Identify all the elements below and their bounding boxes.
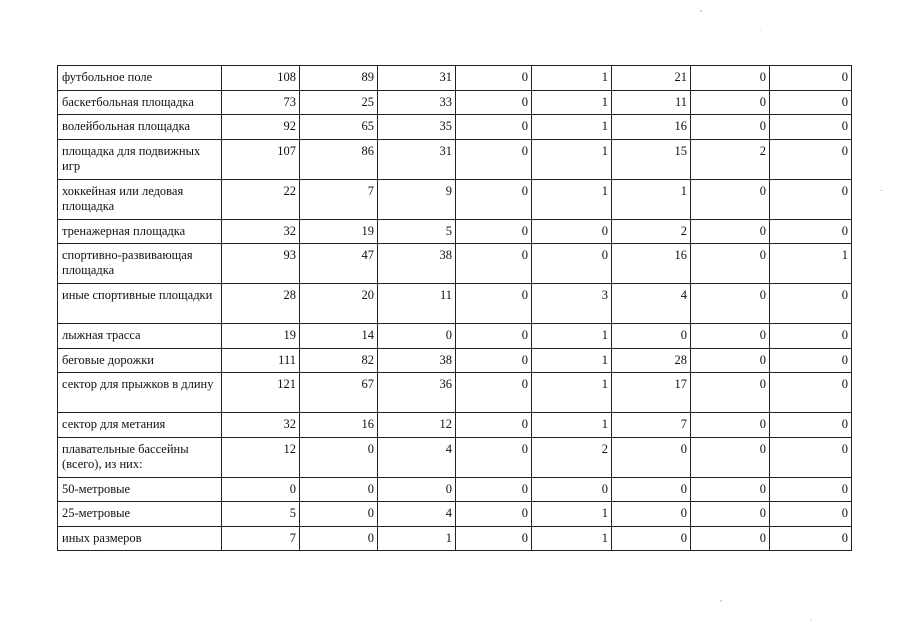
scan-speck (810, 620, 812, 621)
cell-value: 0 (456, 244, 532, 284)
cell-value: 0 (691, 115, 770, 140)
cell-value: 2 (612, 219, 691, 244)
cell-value: 20 (300, 284, 378, 324)
cell-value: 15 (612, 139, 691, 179)
cell-value: 17 (612, 373, 691, 413)
table-row (58, 477, 852, 502)
cell-value: 108 (222, 66, 300, 91)
cell-value: 3 (532, 284, 612, 324)
cell-value: 0 (691, 179, 770, 219)
row-label: площадка для подвижных игр (58, 139, 222, 179)
cell-value: 9 (378, 179, 456, 219)
cell-value: 36 (378, 373, 456, 413)
cell-value: 0 (456, 526, 532, 551)
cell-value: 0 (691, 477, 770, 502)
cell-value: 0 (456, 90, 532, 115)
cell-value: 0 (770, 502, 852, 527)
cell-value: 0 (612, 477, 691, 502)
cell-value: 0 (770, 179, 852, 219)
cell-value: 14 (300, 324, 378, 349)
cell-value: 0 (691, 284, 770, 324)
cell-value: 0 (456, 477, 532, 502)
cell-value: 1 (532, 66, 612, 91)
table-row (58, 66, 852, 91)
cell-value: 0 (456, 284, 532, 324)
scan-speck (880, 190, 883, 191)
cell-value: 0 (612, 324, 691, 349)
cell-value: 82 (300, 348, 378, 373)
cell-value: 0 (770, 90, 852, 115)
cell-value: 7 (222, 526, 300, 551)
cell-value: 0 (770, 219, 852, 244)
cell-value: 35 (378, 115, 456, 140)
row-label: сектор для прыжков в длину (58, 373, 222, 413)
row-label: иных размеров (58, 526, 222, 551)
cell-value: 0 (691, 413, 770, 438)
table-row (58, 115, 852, 140)
cell-value: 0 (456, 179, 532, 219)
table-row (58, 373, 852, 413)
cell-value: 0 (691, 244, 770, 284)
cell-value: 5 (378, 219, 456, 244)
cell-value: 0 (300, 502, 378, 527)
cell-value: 31 (378, 66, 456, 91)
cell-value: 1 (532, 413, 612, 438)
table-row (58, 413, 852, 438)
row-label: лыжная трасса (58, 324, 222, 349)
row-label: беговые дорожки (58, 348, 222, 373)
cell-value: 31 (378, 139, 456, 179)
cell-value: 2 (691, 139, 770, 179)
cell-value: 0 (770, 477, 852, 502)
cell-value: 12 (222, 437, 300, 477)
cell-value: 32 (222, 219, 300, 244)
cell-value: 1 (532, 115, 612, 140)
cell-value: 0 (456, 413, 532, 438)
cell-value: 0 (770, 284, 852, 324)
cell-value: 1 (378, 526, 456, 551)
cell-value: 0 (456, 437, 532, 477)
cell-value: 0 (612, 502, 691, 527)
cell-value: 73 (222, 90, 300, 115)
cell-value: 7 (612, 413, 691, 438)
cell-value: 89 (300, 66, 378, 91)
table-row (58, 139, 852, 179)
cell-value: 11 (378, 284, 456, 324)
cell-value: 5 (222, 502, 300, 527)
cell-value: 12 (378, 413, 456, 438)
row-label: плавательные бассейны (всего), из них: (58, 437, 222, 477)
cell-value: 0 (378, 324, 456, 349)
table-row (58, 502, 852, 527)
cell-value: 0 (770, 526, 852, 551)
cell-value: 2 (532, 437, 612, 477)
table-row (58, 179, 852, 219)
cell-value: 19 (300, 219, 378, 244)
cell-value: 121 (222, 373, 300, 413)
cell-value: 67 (300, 373, 378, 413)
cell-value: 0 (456, 139, 532, 179)
row-label: тренажерная площадка (58, 219, 222, 244)
cell-value: 0 (770, 413, 852, 438)
cell-value: 0 (456, 115, 532, 140)
cell-value: 0 (300, 477, 378, 502)
cell-value: 1 (532, 502, 612, 527)
cell-value: 1 (532, 90, 612, 115)
cell-value: 0 (456, 373, 532, 413)
cell-value: 0 (300, 526, 378, 551)
cell-value: 38 (378, 348, 456, 373)
table-row (58, 348, 852, 373)
cell-value: 0 (770, 324, 852, 349)
cell-value: 0 (691, 502, 770, 527)
cell-value: 4 (378, 502, 456, 527)
cell-value: 1 (532, 373, 612, 413)
cell-value: 0 (691, 373, 770, 413)
cell-value: 1 (532, 348, 612, 373)
facilities-table (57, 65, 852, 551)
cell-value: 0 (770, 437, 852, 477)
cell-value: 0 (456, 219, 532, 244)
cell-value: 0 (770, 139, 852, 179)
cell-value: 111 (222, 348, 300, 373)
cell-value: 0 (612, 526, 691, 551)
row-label: футбольное поле (58, 66, 222, 91)
cell-value: 0 (222, 477, 300, 502)
cell-value: 0 (300, 437, 378, 477)
cell-value: 65 (300, 115, 378, 140)
cell-value: 0 (532, 477, 612, 502)
table-row (58, 219, 852, 244)
cell-value: 0 (456, 502, 532, 527)
row-label: сектор для метания (58, 413, 222, 438)
cell-value: 1 (770, 244, 852, 284)
cell-value: 19 (222, 324, 300, 349)
cell-value: 0 (456, 324, 532, 349)
table-body (58, 66, 852, 551)
cell-value: 0 (532, 219, 612, 244)
cell-value: 16 (300, 413, 378, 438)
scan-speck (720, 600, 722, 602)
cell-value: 0 (691, 324, 770, 349)
row-label: 25-метровые (58, 502, 222, 527)
cell-value: 86 (300, 139, 378, 179)
cell-value: 0 (691, 526, 770, 551)
cell-value: 22 (222, 179, 300, 219)
cell-value: 0 (770, 66, 852, 91)
cell-value: 0 (691, 66, 770, 91)
cell-value: 0 (378, 477, 456, 502)
table-row (58, 437, 852, 477)
cell-value: 16 (612, 115, 691, 140)
cell-value: 92 (222, 115, 300, 140)
cell-value: 1 (612, 179, 691, 219)
cell-value: 33 (378, 90, 456, 115)
cell-value: 0 (532, 244, 612, 284)
cell-value: 28 (612, 348, 691, 373)
cell-value: 0 (456, 66, 532, 91)
cell-value: 38 (378, 244, 456, 284)
cell-value: 0 (770, 373, 852, 413)
row-label: спортивно-развивающая площадка (58, 244, 222, 284)
row-label: хоккейная или ледовая площадка (58, 179, 222, 219)
scan-speck (700, 10, 702, 12)
table-row (58, 284, 852, 324)
cell-value: 16 (612, 244, 691, 284)
cell-value: 28 (222, 284, 300, 324)
cell-value: 1 (532, 324, 612, 349)
cell-value: 93 (222, 244, 300, 284)
cell-value: 0 (612, 437, 691, 477)
cell-value: 1 (532, 139, 612, 179)
scan-speck (760, 30, 761, 31)
cell-value: 0 (691, 437, 770, 477)
cell-value: 1 (532, 179, 612, 219)
cell-value: 107 (222, 139, 300, 179)
row-label: иные спортивные площадки (58, 284, 222, 324)
table-row (58, 244, 852, 284)
cell-value: 0 (770, 115, 852, 140)
cell-value: 47 (300, 244, 378, 284)
cell-value: 0 (770, 348, 852, 373)
row-label: волейбольная площадка (58, 115, 222, 140)
cell-value: 21 (612, 66, 691, 91)
cell-value: 0 (456, 348, 532, 373)
cell-value: 25 (300, 90, 378, 115)
cell-value: 4 (612, 284, 691, 324)
cell-value: 1 (532, 526, 612, 551)
cell-value: 0 (691, 90, 770, 115)
cell-value: 0 (691, 348, 770, 373)
cell-value: 0 (691, 219, 770, 244)
row-label: баскетбольная площадка (58, 90, 222, 115)
cell-value: 32 (222, 413, 300, 438)
row-label: 50-метровые (58, 477, 222, 502)
table-row (58, 90, 852, 115)
cell-value: 7 (300, 179, 378, 219)
table-row (58, 324, 852, 349)
cell-value: 4 (378, 437, 456, 477)
cell-value: 11 (612, 90, 691, 115)
table-row (58, 526, 852, 551)
